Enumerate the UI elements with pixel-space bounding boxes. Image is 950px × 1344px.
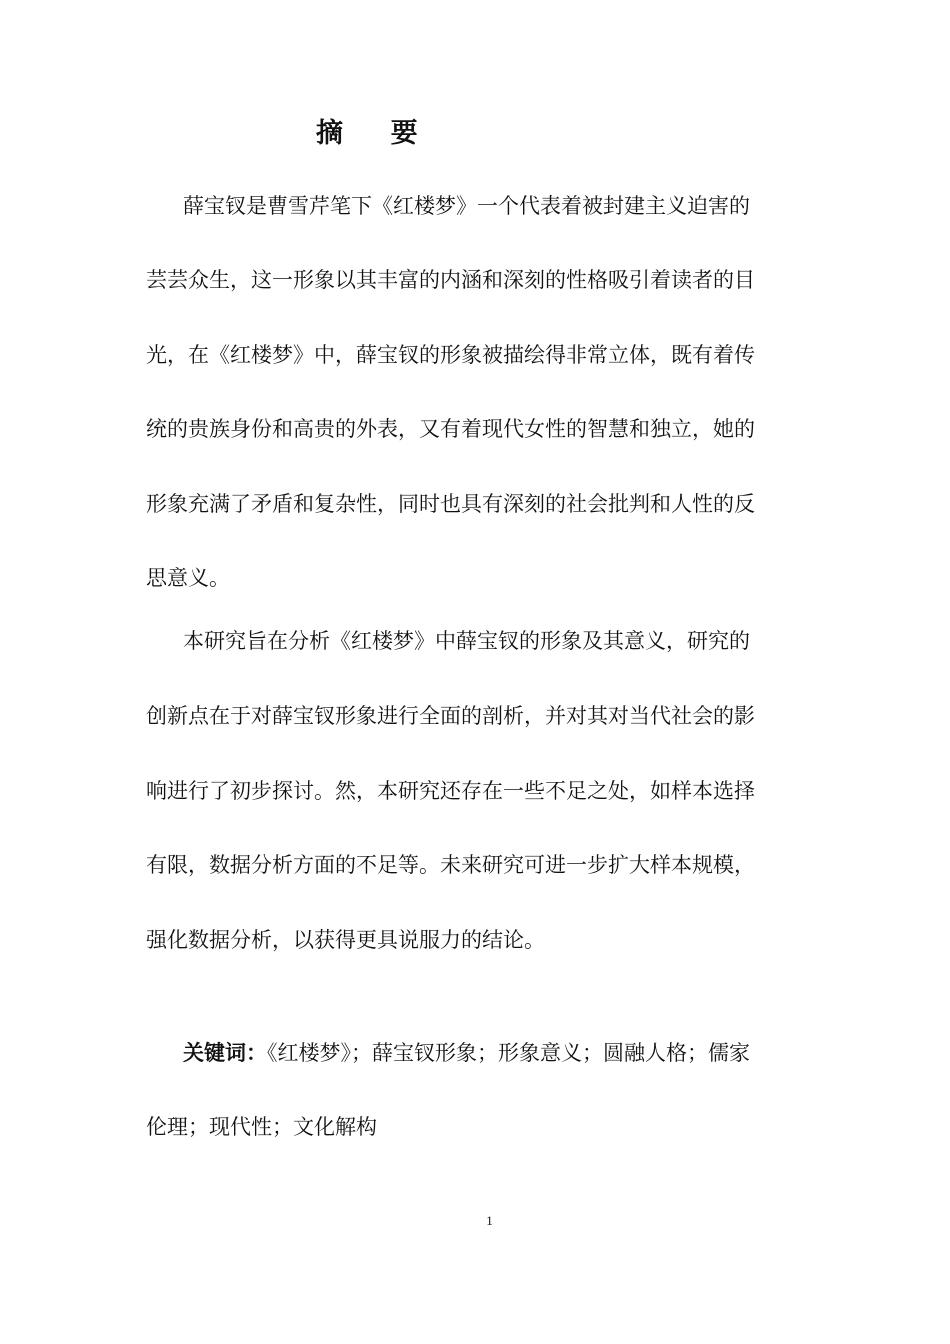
paragraph1-line2: 芸芸众生，这一形象以其丰富的内涵和深刻的性格吸引着读者的目 [146,268,755,292]
keywords-line2: 伦理；现代性；文化解构 [146,1115,377,1139]
paragraph2-line3: 响进行了初步探讨。然，本研究还存在一些不足之处，如样本选择 [146,779,755,803]
paragraph2-line4: 有限，数据分析方面的不足等。未来研究可进一步扩大样本规模， [146,853,755,877]
paragraph1-line6: 思意义。 [146,566,230,590]
paragraph1-line3: 光，在《红楼梦》中，薛宝钗的形象被描绘得非常立体，既有着传 [146,343,755,367]
paragraph2-line2: 创新点在于对薛宝钗形象进行全面的剖析，并对其对当代社会的影 [146,704,755,728]
paragraph2-line5: 强化数据分析，以获得更具说服力的结论。 [146,928,545,952]
paragraph2-line1: 本研究旨在分析《红楼梦》中薛宝钗的形象及其意义，研究的 [183,629,750,653]
keywords-label: 关键词： [183,1041,267,1065]
keywords-text-1: 《红楼梦》；薛宝钗形象；形象意义；圆融人格；儒家 [267,1041,750,1065]
paragraph1-line1: 薛宝钗是曹雪芹笔下《红楼梦》一个代表着被封建主义迫害的 [183,194,750,218]
paragraph1-line5: 形象充满了矛盾和复杂性，同时也具有深刻的社会批判和人性的反 [146,492,755,516]
keywords-line1 [183,1037,750,1069]
abstract-title: 摘 要 [316,118,420,149]
page-number: 1 [486,1213,493,1228]
paragraph1-line4: 统的贵族身份和高贵的外表，又有着现代女性的智慧和独立，她的 [146,417,755,441]
